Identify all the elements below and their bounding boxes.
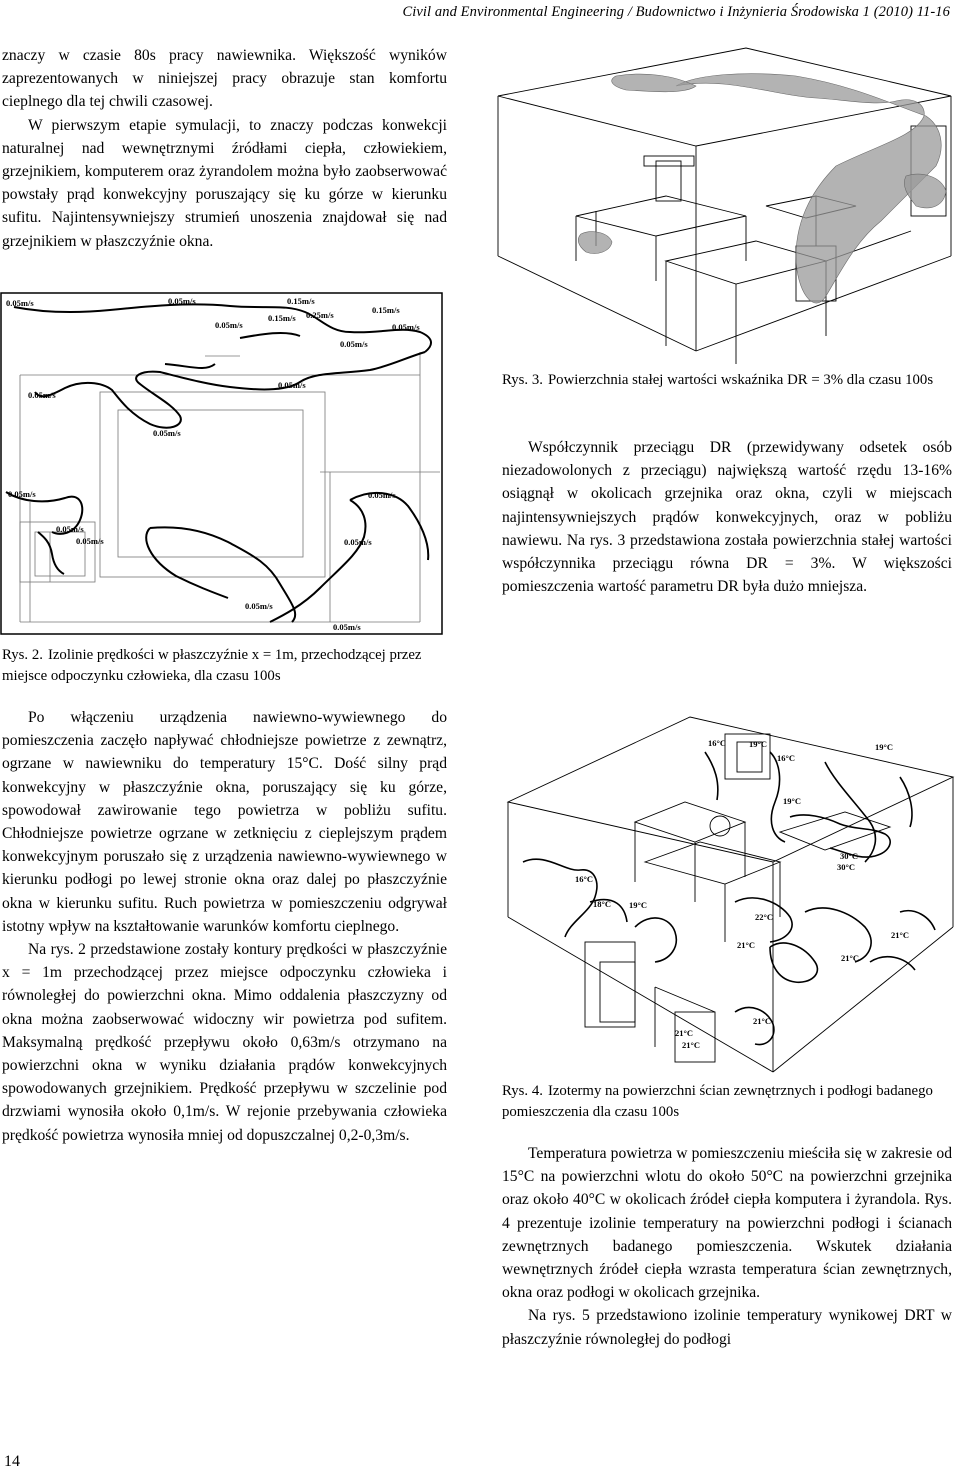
right-mid-text xyxy=(502,436,952,598)
fig2-label: 0.05m/s xyxy=(368,490,396,500)
fig4-label: 30°C xyxy=(837,862,856,872)
fig4-label: 19°C xyxy=(875,742,894,752)
fig2-label: 0.05m/s xyxy=(333,622,361,632)
figure-3-caption xyxy=(502,370,952,391)
fig4-label: 21°C xyxy=(682,1040,701,1050)
paragraph: Temperatura powietrza w pomieszczeniu mieściła się w zakresie od 15°C na powierzchni wlotu do około 50°C na powierzchni grzejnika oraz około 40°C w okolicach źródeł ciepła komputera i żyrandola. Rys. 4 prezentuje izolinie temperatury na powierzchni podłogi i ścianach zewnętrznych badanego pomieszczenia. Wskutek działania wewnętrznych źródeł ciepła wzrasta temperatura ścian zewnętrznych, okna oraz podłogi w okolicach grzejnika. xyxy=(502,1145,952,1302)
fig2-label: 0.05m/s xyxy=(8,489,36,499)
fig4-label: 19°C xyxy=(629,900,648,910)
fig4-label: 16°C xyxy=(575,874,594,884)
fig2-label: 0.15m/s xyxy=(372,305,400,315)
caption-label: Rys. 4. xyxy=(502,1083,543,1099)
fig4-label: 21°C xyxy=(737,940,756,950)
paragraph: W pierwszym etapie symulacji, to znaczy podczas konwekcji naturalnej nad wewnętrznymi źródłami ciepła, człowiekiem, grzejnikiem, komputerem oraz żyrandolem można było zaobserwować powstały prąd konwekcyjny poruszający się ku górze w kierunku sufitu. Najintensywniejszy strumień unoszenia znajdował się nad grzejnikiem w płaszczyźnie okna. xyxy=(2,116,447,250)
left-top-text xyxy=(2,44,447,253)
fig2-label: 0.05m/s xyxy=(168,296,196,306)
fig2-label: 0.05m/s xyxy=(340,339,368,349)
caption-text: Izotermy na powierzchni ścian zewnętrznych i podłogi badanego pomieszczenia dla czasu 100s xyxy=(502,1083,933,1120)
caption-label: Rys. 3. xyxy=(502,372,543,388)
figure-4-caption xyxy=(502,1081,952,1123)
right-bottom-text xyxy=(502,1142,952,1351)
fig4-label: 19°C xyxy=(749,739,768,749)
paragraph: Na rys. 5 przedstawiono izolinie temperatury wynikowej DRT w płaszczyźnie równoległej do podłogi xyxy=(502,1307,952,1348)
fig2-label: 0.05m/s xyxy=(344,537,372,547)
fig4-label: 30°C xyxy=(840,851,859,861)
figure-2-caption xyxy=(2,645,447,687)
fig4-label: 21°C xyxy=(675,1028,694,1038)
caption-text: Powierzchnia stałej wartości wskaźnika DR = 3% dla czasu 100s xyxy=(547,372,934,388)
page-number: 14 xyxy=(4,1453,20,1470)
figure-2-velocity-isolines xyxy=(0,292,444,636)
figure-3-dr-surface xyxy=(496,46,956,366)
fig4-label: 16°C xyxy=(777,753,796,763)
left-bottom-text xyxy=(2,706,447,1147)
fig2-label: 0.05m/s xyxy=(392,322,420,332)
fig4-label: 18°C xyxy=(593,899,612,909)
fig4-label: 21°C xyxy=(891,930,910,940)
fig2-label: 0.05m/s xyxy=(28,390,56,400)
caption-label: Rys. 2. xyxy=(2,647,43,663)
fig2-label: 0.15m/s xyxy=(268,313,296,323)
fig2-label: 0.05m/s xyxy=(56,524,84,534)
fig2-label: 0.05m/s xyxy=(215,320,243,330)
fig2-label: 0.15m/s xyxy=(287,296,315,306)
fig2-label: 0.25m/s xyxy=(306,310,334,320)
fig2-label: 0.05m/s xyxy=(6,298,34,308)
paragraph: Współczynnik przeciągu DR (przewidywany odsetek osób niezadowolonych z przeciągu) największą wartość rzędu 13-16% osiągnął w okolicach grzejnika oraz okna, czyli w miejscach najintensywniejszych prądów konwekcyjnych, oraz w pobliżu nawiewu. Na rys. 3 przedstawiona została powierzchnia stałej wartości współczynnika przeciągu równa DR = 3%. W większości pomieszczenia wartość parametru DR była dużo mniejsza. xyxy=(502,439,952,596)
caption-text: Izolinie prędkości w płaszczyźnie x = 1m, przechodzącej przez miejsce odpoczynku człowieka, dla czasu 100s xyxy=(2,647,422,684)
fig4-label: 21°C xyxy=(841,953,860,963)
paragraph: Po włączeniu urządzenia nawiewno-wywiewnego do pomieszczenia zaczęło napływać chłodniejsze powietrze z zewnątrz, ogrzane w nawiewniku do temperatury 15°C. Dość silny prąd konwekcyjny w płaszczyźnie okna, poruszający się ku górze, spowodował zawirowanie tego powietrza w pobliżu sufitu. Chłodniejsze powietrze ogrzane w zetknięciu z cieplejszym prądem konwekcyjnym poruszało się z urządzenia nawiewno-wywiewnego w kierunku podłogi po lewej stronie okna oraz dalej po płaszczyźnie okna w kierunku sufitu. Ruch powietrza w pomieszczeniu odgrywał istotny wpływ na kształtowanie warunków komfortu cieplnego. xyxy=(2,709,447,935)
journal-header: Civil and Environmental Engineering / Budownictwo i Inżynieria Środowiska 1 (2010) 11-16 xyxy=(402,4,950,20)
fig2-label: 0.05m/s xyxy=(278,380,306,390)
fig4-label: 22°C xyxy=(755,912,774,922)
fig2-label: 0.05m/s xyxy=(245,601,273,611)
figure-4-isotherms xyxy=(505,712,957,1077)
fig4-label: 19°C xyxy=(783,796,802,806)
paragraph: Na rys. 2 przedstawione zostały kontury prędkości w płaszczyźnie x = 1m przechodzącej przez miejsce odpoczynku człowieka i równoległej do powierzchni okna. Mimo oddalenia płaszczyzny od okna można zaobserwować widoczny wir powietrza pod sufitem. Maksymalną prędkość przepływu około 0,63m/s otrzymano na powierzchni okna w wyniku działania prądów konwekcyjnych spowodowanych grzejnikiem. Prędkość przepływu w szczelinie pod drzwiami wynosiła około 0,1m/s. W rejonie przebywania człowieka prędkość powietrza wynosiła mniej od dopuszczalnej 0,2-0,3m/s. xyxy=(2,941,447,1144)
fig2-label: 0.05m/s xyxy=(153,428,181,438)
fig4-label: 16°C xyxy=(708,738,727,748)
fig4-label: 21°C xyxy=(753,1016,772,1026)
fig2-label: 0.05m/s xyxy=(76,536,104,546)
paragraph: znaczy w czasie 80s pracy nawiewnika. Większość wyników zaprezentowanych w niniejszej pracy obrazuje stan komfortu cieplnego dla tej chwili czasowej. xyxy=(2,47,447,111)
